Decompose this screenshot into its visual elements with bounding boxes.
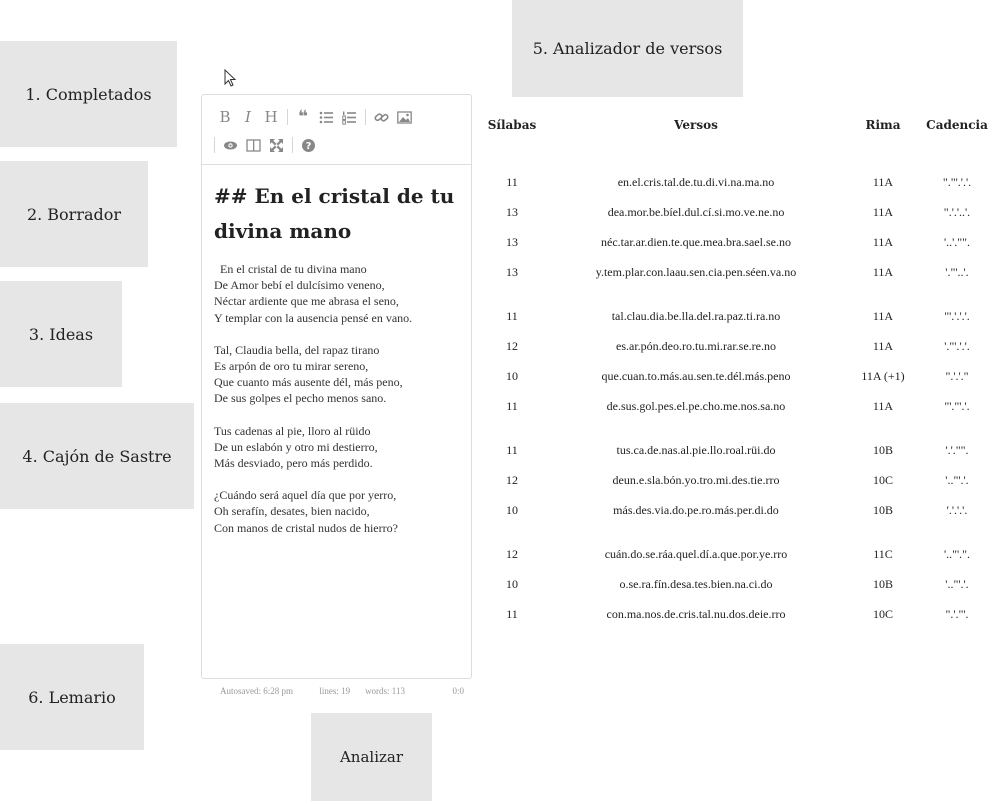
cell-rima: 11A: [872, 234, 894, 249]
cell-cadencia: '.."'.'.: [945, 576, 969, 591]
header-rima: Rima: [865, 118, 901, 132]
preview-icon[interactable]: [219, 132, 241, 158]
cell-cadencia: '."'.'.'.: [944, 338, 970, 353]
toolbar-divider: [365, 109, 366, 125]
cell-silabas: 13: [506, 234, 518, 249]
cell-silabas: 12: [506, 338, 518, 353]
poem-line: En el cristal de tu divina mano: [214, 262, 367, 276]
cell-cadencia: ".'.'..'.: [943, 204, 971, 219]
cell-verso: que.cuan.to.más.au.sen.te.dél.más.peno: [601, 368, 791, 383]
cell-silabas: 11: [506, 442, 518, 457]
toolbar-divider: [214, 137, 215, 153]
autosaved-status: Autosaved: 6:28 pm: [220, 686, 293, 696]
cell-silabas: 10: [506, 502, 518, 517]
table-row: [484, 605, 1005, 623]
poem-stanza: [214, 487, 459, 536]
editor-statusbar: [220, 686, 464, 696]
cell-verso: tus.ca.de.nas.al.pie.llo.roal.rüi.do: [616, 442, 776, 457]
cell-verso: con.ma.nos.de.cris.tal.nu.dos.deie.rro: [606, 606, 786, 621]
fullscreen-icon[interactable]: [265, 132, 287, 158]
cell-silabas: 11: [506, 308, 518, 323]
table-header: [484, 110, 1005, 140]
cell-rima: 10B: [872, 442, 893, 457]
cell-rima: 10C: [872, 606, 893, 621]
editor-toolbar: [202, 95, 471, 165]
poem-stanza: [214, 342, 459, 407]
poem-line: Con manos de cristal nudos de hierro?: [214, 520, 398, 535]
cell-silabas: 12: [506, 472, 518, 487]
cell-cadencia: ".'.'.": [945, 368, 969, 383]
cell-silabas: 10: [506, 576, 518, 591]
ordered-list-icon[interactable]: [338, 104, 360, 130]
table-row: [484, 367, 1005, 385]
nav-completados-button[interactable]: [0, 41, 177, 147]
nav-analizador-button[interactable]: [512, 0, 743, 97]
editor-text-area[interactable]: [202, 165, 471, 536]
cell-cadencia: '.'."".: [945, 442, 969, 457]
link-icon[interactable]: [370, 104, 392, 130]
nav-cajon-label: 4. Cajón de Sastre: [22, 446, 172, 466]
cell-rima: 10C: [872, 472, 893, 487]
cell-cadencia: '.'.'.'.: [946, 502, 968, 517]
table-row: [484, 471, 1005, 489]
table-row: [484, 545, 1005, 563]
cell-silabas: 11: [506, 606, 518, 621]
toolbar-divider: [287, 109, 288, 125]
cell-silabas: 13: [506, 204, 518, 219]
analizar-button[interactable]: [311, 713, 432, 801]
cell-silabas: 13: [506, 264, 518, 279]
header-cadencia: Cadencia: [926, 118, 988, 132]
poem-line: De Amor bebí el dulcísimo veneno,: [214, 278, 385, 293]
toolbar-divider: [292, 137, 293, 153]
help-icon[interactable]: [297, 132, 319, 158]
cell-rima: 11A (+1): [861, 368, 905, 383]
cell-cadencia: "'."'.'.: [944, 398, 970, 413]
cell-silabas: 11: [506, 174, 518, 189]
poem-line: Es arpón de oro tu mirar sereno,: [214, 359, 369, 374]
poem-line: Que cuanto más ausente dél, más peno,: [214, 375, 403, 390]
poem-line: ¿Cuándo será aquel día que por yerro,: [214, 488, 397, 503]
analizar-label: Analizar: [339, 748, 404, 766]
quote-icon[interactable]: ❝: [298, 107, 308, 127]
unordered-list-icon[interactable]: [315, 104, 337, 130]
mouse-cursor-icon: [224, 69, 238, 89]
cell-rima: 11A: [872, 204, 894, 219]
verse-analysis-table: [484, 110, 1005, 621]
cell-verso: dea.mor.be.bíel.dul.cí.si.mo.ve.ne.no: [607, 204, 785, 219]
cell-verso: o.se.ra.fín.desa.tes.bien.na.ci.do: [619, 576, 773, 591]
nav-lemario-button[interactable]: [0, 644, 144, 750]
poem-line: Y templar con la ausencia pensé en vano.: [214, 310, 413, 325]
poem-line: Tal, Claudia bella, del rapaz tirano: [214, 342, 380, 357]
poem-line: Néctar ardiente que me abrasa el seno,: [214, 294, 399, 309]
cell-cadencia: '."'..'.: [945, 264, 969, 279]
poem-line: Tus cadenas al pie, lloro al rüido: [214, 423, 371, 438]
cell-rima: 11A: [872, 264, 894, 279]
cell-silabas: 11: [506, 398, 518, 413]
nav-ideas-label: 3. Ideas: [28, 324, 94, 344]
cell-silabas: 12: [506, 546, 518, 561]
cell-cadencia: '..'."".: [943, 234, 971, 249]
cursor-position: 0:0: [452, 686, 465, 696]
table-row: [484, 307, 1005, 325]
table-row: [484, 263, 1005, 281]
lines-count: lines: 19: [319, 686, 351, 696]
table-row: [484, 203, 1005, 221]
poem-text: [214, 261, 459, 536]
cell-rima: 11C: [873, 546, 893, 561]
cell-rima: 10B: [872, 502, 893, 517]
header-versos: Versos: [674, 118, 718, 132]
cell-verso: cuán.do.se.ráa.quel.dí.a.que.por.ye.rro: [604, 546, 788, 561]
cell-verso: de.sus.gol.pes.el.pe.cho.me.nos.sa.no: [606, 398, 786, 413]
cell-rima: 11A: [872, 338, 894, 353]
markdown-editor: [201, 94, 472, 679]
heading-icon[interactable]: H: [264, 108, 278, 126]
cell-silabas: 10: [506, 368, 518, 383]
poem-line: De sus golpes el pecho menos sano.: [214, 391, 387, 406]
cell-rima: 11A: [872, 174, 894, 189]
nav-lemario-label: 6. Lemario: [28, 687, 116, 707]
cell-verso: en.el.cris.tal.de.tu.di.vi.na.ma.no: [617, 174, 775, 189]
cell-verso: es.ar.pón.deo.ro.tu.mi.rar.se.re.no: [616, 338, 776, 353]
cell-verso: más.des.via.do.pe.ro.más.per.di.do: [613, 502, 779, 517]
side-by-side-icon[interactable]: [242, 132, 264, 158]
table-row: [484, 173, 1005, 191]
nav-ideas-button[interactable]: [0, 281, 122, 387]
cell-rima: 11A: [872, 398, 894, 413]
cell-cadencia: '.."'.'.: [945, 472, 969, 487]
table-row: [484, 397, 1005, 415]
cell-verso: deun.e.sla.bón.yo.tro.mi.des.tie.rro: [612, 472, 780, 487]
nav-borrador-button[interactable]: [0, 161, 148, 267]
markdown-heading: ## En el cristal de tu divina mano: [214, 184, 455, 243]
cell-cadencia: "'.'.'.'.: [944, 308, 970, 323]
table-row: [484, 233, 1005, 251]
words-count: words: 113: [365, 686, 405, 696]
poem-stanza: [214, 423, 459, 472]
header-silabas: Sílabas: [487, 118, 537, 132]
table-row: [484, 575, 1005, 593]
cell-rima: 10B: [872, 576, 893, 591]
nav-borrador-label: 2. Borrador: [26, 204, 122, 224]
cell-cadencia: ".'."'.: [945, 606, 969, 621]
cell-verso: tal.clau.dia.be.lla.del.ra.paz.ti.ra.no: [611, 308, 781, 323]
cell-verso: néc.tar.ar.dien.te.que.mea.bra.sael.se.no: [601, 234, 791, 249]
poem-line: Oh serafín, desates, bien nacido,: [214, 504, 370, 519]
nav-cajon-button[interactable]: [0, 403, 194, 509]
cell-rima: 11A: [872, 308, 894, 323]
cell-cadencia: '.."'.".: [943, 546, 971, 561]
poem-line: Más desviado, pero más perdido.: [214, 456, 373, 471]
image-icon[interactable]: [393, 104, 415, 130]
bold-icon[interactable]: B: [219, 108, 231, 126]
table-row: [484, 501, 1005, 519]
table-row: [484, 337, 1005, 355]
table-row: [484, 441, 1005, 459]
italic-icon[interactable]: I: [245, 108, 251, 126]
svg-text:?: ?: [305, 140, 311, 152]
cell-cadencia: "."'.'.'.: [942, 174, 972, 189]
nav-analizador-label: 5. Analizador de versos: [532, 39, 723, 58]
cell-verso: y.tem.plar.con.laau.sen.cia.pen.séen.va.no: [595, 264, 797, 279]
nav-completados-label: 1. Completados: [25, 84, 152, 104]
poem-stanza: [214, 261, 459, 326]
poem-line: De un eslabón y otro mi destierro,: [214, 439, 378, 454]
